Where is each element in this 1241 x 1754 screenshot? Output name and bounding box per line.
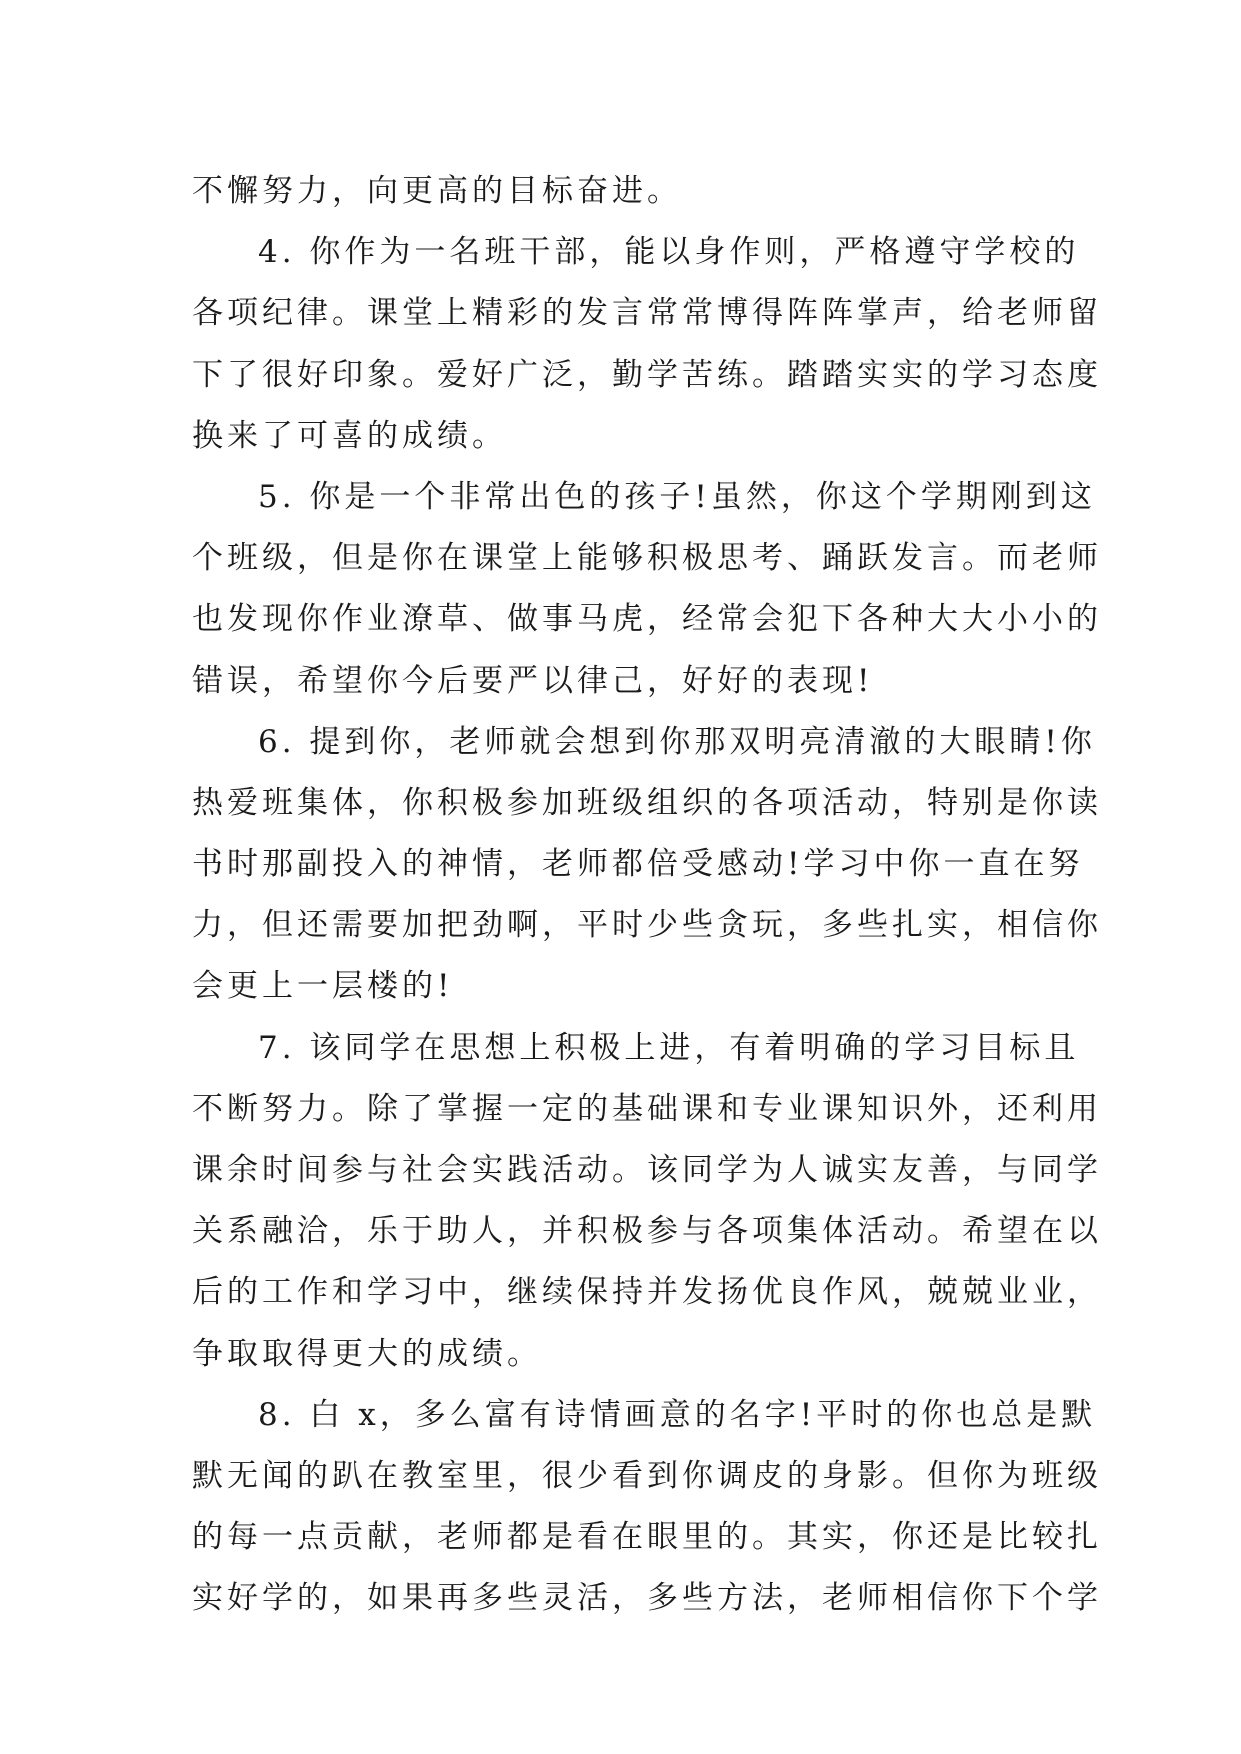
text-line: 争取取得更大的成绩。 [192, 1335, 542, 1372]
document-body [192, 161, 1102, 1630]
text-line: 换来了可喜的成绩。 [192, 417, 507, 454]
text-line: 后的工作和学习中，继续保持并发扬优良作风，兢兢业业， [192, 1274, 1102, 1311]
paragraph-5-line: 5. 你是一个非常出色的孩子!虽然，你这个学期刚到这 [258, 478, 1096, 515]
text-line: 错误，希望你今后要严以律己，好好的表现! [192, 662, 874, 699]
paragraph-6-line: 6. 提到你，老师就会想到你那双明亮清澈的大眼睛!你 [258, 723, 1096, 760]
text-line: 书时那副投入的神情，老师都倍受感动!学习中你一直在努 [192, 846, 1084, 883]
text-line: 的每一点贡献，老师都是看在眼里的。其实，你还是比较扎 [192, 1519, 1102, 1556]
text-line: 实好学的，如果再多些灵活，多些方法，老师相信你下个学 [192, 1580, 1102, 1617]
paragraph-8-line: 8. 白 x，多么富有诗情画意的名字!平时的你也总是默 [258, 1396, 1097, 1433]
text-line: 不断努力。除了掌握一定的基础课和专业课知识外，还利用 [192, 1090, 1102, 1127]
text-line: 课余时间参与社会实践活动。该同学为人诚实友善，与同学 [192, 1152, 1102, 1188]
text-line: 会更上一层楼的! [192, 968, 454, 1005]
text-line: 下了很好印象。爱好广泛，勤学苦练。踏踏实实的学习态度 [192, 356, 1102, 393]
text-line: 关系融洽，乐于助人，并积极参与各项集体活动。希望在以 [192, 1213, 1102, 1250]
text-line: 力，但还需要加把劲啊，平时少些贪玩，多些扎实，相信你 [192, 907, 1102, 944]
paragraph-7-line: 7. 该同学在思想上积极上进，有着明确的学习目标且 [258, 1029, 1080, 1066]
text-line: 不懈努力，向更高的目标奋进。 [192, 173, 682, 209]
text-line: 默无闻的趴在教室里，很少看到你调皮的身影。但你为班级 [192, 1457, 1102, 1494]
paragraph-4-line: 4. 你作为一名班干部，能以身作则，严格遵守学校的 [258, 234, 1080, 271]
text-line: 个班级，但是你在课堂上能够积极思考、踊跃发言。而老师 [192, 540, 1102, 577]
text-line: 各项纪律。课堂上精彩的发言常常博得阵阵掌声，给老师留 [192, 295, 1102, 332]
text-line: 也发现你作业潦草、做事马虎，经常会犯下各种大大小小的 [192, 601, 1102, 638]
text-line: 热爱班集体，你积极参加班级组织的各项活动，特别是你读 [192, 784, 1102, 821]
